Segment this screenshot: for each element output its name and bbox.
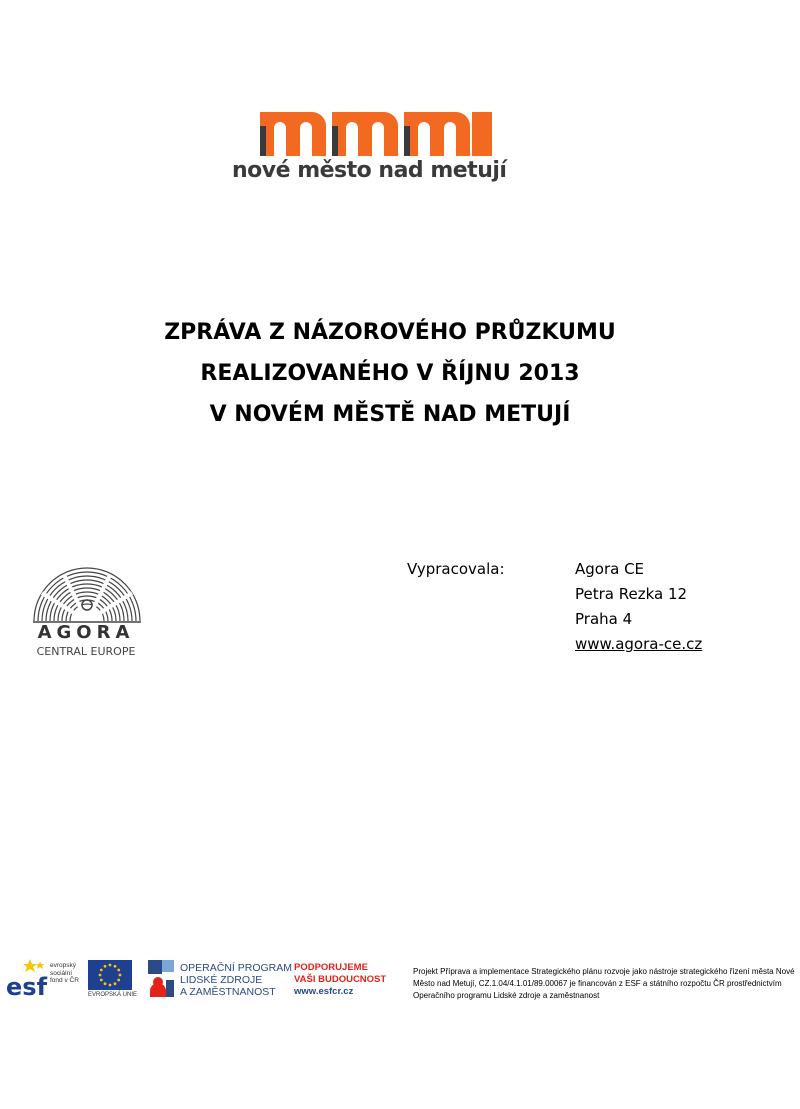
document-title <box>80 312 700 435</box>
nmm-logo-icon <box>232 108 494 156</box>
prepared-by-details <box>575 557 702 657</box>
nmm-logo-subtitle: nové město nad metují <box>232 158 507 183</box>
op-line-2: LIDSKÉ ZDROJE <box>180 974 263 986</box>
agora-name: AGORA <box>37 622 135 643</box>
esf-line-1: evropský <box>50 962 77 969</box>
support-line-2: VAŠI BUDOUCNOST <box>294 974 387 985</box>
organization-name: Agora CE <box>575 560 645 578</box>
esf-logo-icon <box>6 957 50 999</box>
op-lzz-label <box>180 962 292 998</box>
esfcr-link[interactable]: www.esfcr.cz <box>294 986 354 997</box>
street-address: Petra Rezka 12 <box>575 585 688 603</box>
nmm-logo <box>232 108 522 190</box>
op-line-3: A ZAMĚSTNANOST <box>180 986 276 998</box>
title-line-1: ZPRÁVA Z NÁZOROVÉHO PRŮZKUMU <box>164 320 616 345</box>
eu-label: EVROPSKÁ UNIE <box>88 992 138 998</box>
title-line-3: V NOVÉM MĚSTĚ NAD METUJÍ <box>209 402 571 427</box>
esf-line-2: sociální <box>50 969 73 977</box>
op-line-1: OPERAČNÍ PROGRAM <box>180 962 293 974</box>
title-line-2: REALIZOVANÉHO V ŘÍJNU 2013 <box>200 361 580 386</box>
prepared-by-label: Vypracovala: <box>407 560 505 578</box>
eu-flag-icon <box>88 960 132 990</box>
city: Praha 4 <box>575 610 633 628</box>
agora-amphitheatre-icon <box>28 543 146 661</box>
svg-text:esf: esf <box>6 973 48 999</box>
website-link[interactable]: www.agora-ce.cz <box>575 635 703 653</box>
esf-label <box>50 962 79 985</box>
esf-line-3: fond v ČR <box>50 977 79 984</box>
support-slogan <box>294 962 386 998</box>
support-line-1: PODPORUJEME <box>294 962 368 973</box>
agora-subtitle: CENTRAL EUROPE <box>36 645 136 658</box>
op-lzz-icon <box>148 960 176 998</box>
project-funding-note: Projekt Příprava a implementace Strategického plánu rozvoje jako nástroje strategického řízení města Nové Město nad Metují, CZ.1.04/4.1.01/89.00067 je financován z ESF a státního rozpočtu ČR prostřednictvím Operačního programu Lidské zdroje a zaměstnanost <box>413 967 795 1000</box>
